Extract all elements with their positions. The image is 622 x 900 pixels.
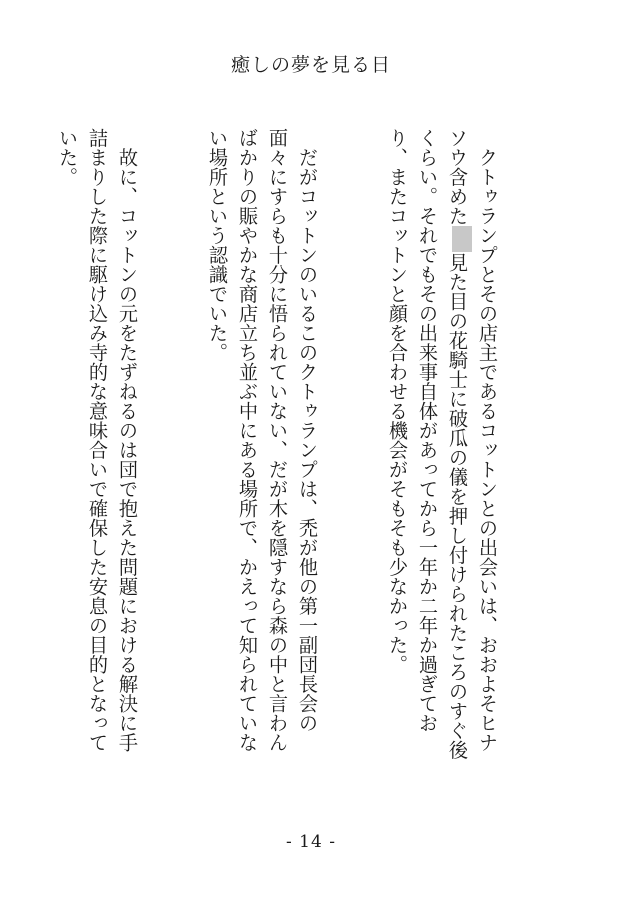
paragraph-1 — [382, 128, 502, 768]
paragraph-3: 故に、コットンの元をたずねるのは団で抱えた問題における解決に手詰まりした際に駆け込み寺的な意味合いで確保した安息の目的となっていた。 — [56, 128, 139, 752]
redacted-block — [452, 226, 471, 253]
paragraph-1-part-a: クトゥランプとその店主であるコットンとの出会いは、おおよそヒナソウ含めた — [446, 128, 499, 752]
paragraph-2: だがコットンのいるこのクトゥランプは、禿が他の第一副団長会の面々にすらも十分に悟られていない、だが木を隠すなら森の中と言わんばかりの賑やかな商店立ち並ぶ中にある場所で、かえって知られていない場所という認識でいた。 — [206, 128, 319, 752]
paragraph-1-part-b: 見た目の花騎士に破瓜の儀を押し付けられたころのすぐ後くらい。それでもその出来事自体があってから一年か二年か過ぎており、またコットンと顔を合わせる機会がそもそも少なかった。 — [386, 128, 469, 760]
vertical-body-text — [56, 128, 562, 768]
page-number: - 14 - — [286, 832, 336, 852]
page-title: 癒しの夢を見る日 — [230, 54, 391, 76]
